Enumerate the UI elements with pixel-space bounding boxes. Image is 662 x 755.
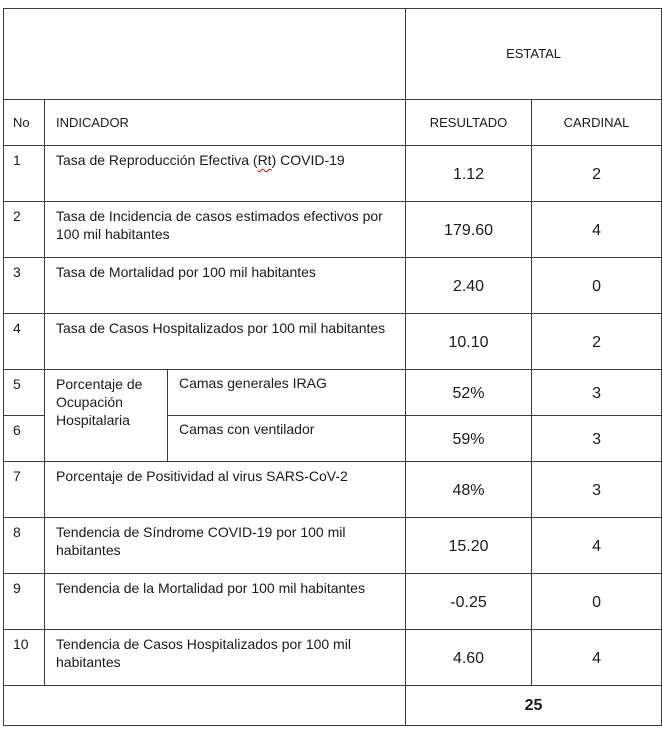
cardinal-value: 4: [532, 630, 662, 686]
row-number: 8: [4, 518, 45, 574]
indicator-label-end: ) COVID-19: [271, 152, 345, 168]
indicator-label: Tendencia de la Mortalidad por 100 mil habitantes: [45, 574, 406, 630]
row-number: 4: [4, 314, 45, 370]
total-empty-cell: [4, 686, 406, 726]
total-row: [4, 686, 662, 726]
cardinal-value: 2: [532, 314, 662, 370]
row-number: 2: [4, 202, 45, 258]
table-row: [4, 630, 662, 686]
table-row: [4, 202, 662, 258]
table-row: [4, 370, 662, 416]
resultado-value: 48%: [406, 462, 532, 518]
col-cardinal-header: CARDINAL: [532, 100, 662, 146]
resultado-value: 59%: [406, 416, 532, 462]
row-number: 1: [4, 146, 45, 202]
occupancy-group-label: Porcentaje de Ocupación Hospitalaria: [45, 370, 168, 462]
row-number: 10: [4, 630, 45, 686]
column-header-row: [4, 100, 662, 146]
indicators-table: [3, 8, 662, 726]
resultado-value: -0.25: [406, 574, 532, 630]
total-value: 25: [406, 686, 662, 726]
cardinal-value: 4: [532, 202, 662, 258]
row-number: 9: [4, 574, 45, 630]
cardinal-value: 3: [532, 416, 662, 462]
cardinal-value: 3: [532, 370, 662, 416]
spellcheck-marked-word: Rt: [257, 152, 272, 168]
table-row: [4, 518, 662, 574]
table-row: [4, 462, 662, 518]
indicator-label-start: Tasa de Reproducción Efectiva (: [56, 152, 258, 168]
row-number: 6: [4, 416, 45, 462]
col-indicador-header: INDICADOR: [45, 100, 406, 146]
header-row-top: [4, 9, 662, 100]
resultado-value: 1.12: [406, 146, 532, 202]
indicator-label: Porcentaje de Positividad al virus SARS-CoV-2: [45, 462, 406, 518]
cardinal-value: 0: [532, 258, 662, 314]
table-row: [4, 258, 662, 314]
resultado-value: 2.40: [406, 258, 532, 314]
cardinal-value: 2: [532, 146, 662, 202]
col-no-header: No: [4, 100, 45, 146]
resultado-value: 4.60: [406, 630, 532, 686]
indicator-label: Tasa de Incidencia de casos estimados efectivos por 100 mil habitantes: [45, 202, 406, 258]
row-number: 5: [4, 370, 45, 416]
indicator-label: Tendencia de Casos Hospitalizados por 100 mil habitantes: [45, 630, 406, 686]
resultado-value: 10.10: [406, 314, 532, 370]
indicator-label: Camas con ventilador: [168, 416, 406, 462]
indicator-label: Tasa de Casos Hospitalizados por 100 mil habitantes: [45, 314, 406, 370]
cardinal-value: 0: [532, 574, 662, 630]
cardinal-value: 3: [532, 462, 662, 518]
col-resultado-header: RESULTADO: [406, 100, 532, 146]
resultado-value: 15.20: [406, 518, 532, 574]
cardinal-value: 4: [532, 518, 662, 574]
resultado-value: 179.60: [406, 202, 532, 258]
header-empty-cell: [4, 9, 406, 100]
indicator-label: [45, 146, 406, 202]
table-row: [4, 146, 662, 202]
resultado-value: 52%: [406, 370, 532, 416]
indicator-label: Tasa de Mortalidad por 100 mil habitantes: [45, 258, 406, 314]
indicator-label: Camas generales IRAG: [168, 370, 406, 416]
indicator-label: Tendencia de Síndrome COVID-19 por 100 mil habitantes: [45, 518, 406, 574]
row-number: 3: [4, 258, 45, 314]
table-row: [4, 574, 662, 630]
table-row: [4, 314, 662, 370]
row-number: 7: [4, 462, 45, 518]
scope-header: ESTATAL: [406, 9, 662, 100]
